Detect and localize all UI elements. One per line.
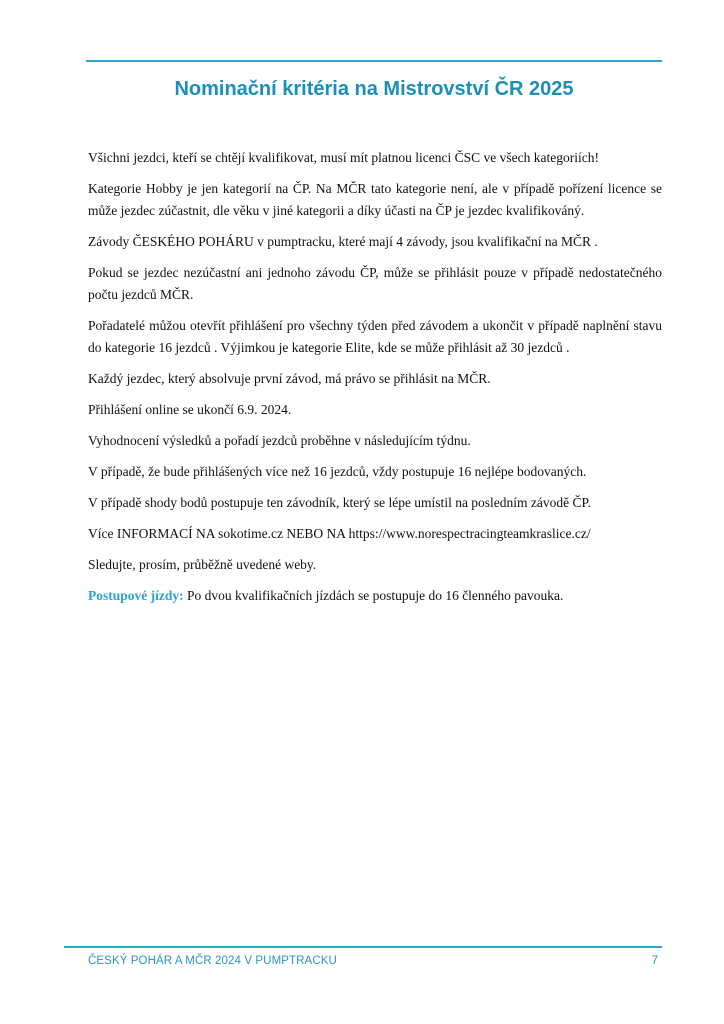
- advancement-lead: Postupové jízdy:: [88, 588, 184, 603]
- paragraph-first-race: Každý jezdec, který absolvuje první závod, má právo se přihlásit na MČR.: [88, 371, 491, 386]
- paragraph-cup-races: Závody ČESKÉHO POHÁRU v pumptracku, které mají 4 závody, jsou kvalifikační na MČR .: [88, 234, 598, 249]
- paragraph-advancement: [88, 585, 662, 607]
- footer-rule: [64, 946, 662, 948]
- page-title: Nominační kritéria na Mistrovství ČR 2025: [174, 78, 574, 100]
- document-body: [88, 147, 662, 616]
- paragraph-follow-websites: Sledujte, prosím, průběžně uvedené weby.: [88, 557, 317, 572]
- paragraph-hobby-category: Kategorie Hobby je jen kategorií na ČP. Na MČR tato kategorie není, ale v případě pořízení licence se může jezdec zúčastnit, dle věku v jiné kategorii a díky účasti na ČP je jezdec kvalifikováný.: [88, 181, 662, 218]
- paragraph-more-info: Více INFORMACÍ NA sokotime.cz NEBO NA https://www.norespectracingteamkraslice.cz/: [88, 526, 591, 541]
- header-rule: [86, 60, 662, 62]
- paragraph-registration-deadline: Přihlášení online se ukončí 6.9. 2024.: [88, 402, 292, 417]
- paragraph-more-riders: V případě, že bude přihlášených více než 16 jezdců, vždy postupuje 16 nejlépe bodovaných.: [88, 464, 587, 479]
- paragraph-license: Všichni jezdci, kteří se chtějí kvalifikovat, musí mít platnou licenci ČSC ve všech kategoriích!: [88, 150, 599, 165]
- paragraph-registration-open: Pořadatelé můžou otevřít přihlášení pro všechny týden před závodem a ukončit v případě naplnění stavu do kategorie 16 jezdců . Výjimkou je kategorie Elite, kde se může přihlásit až 30 jezdců .: [88, 318, 662, 355]
- paragraph-tie-break: V případě shody bodů postupuje ten závodník, který se lépe umístil na posledním závodě ČP.: [88, 495, 591, 510]
- footer-title: ČESKÝ POHÁR A MČR 2024 V PUMPTRACKU: [88, 955, 337, 967]
- paragraph-no-participation: Pokud se jezdec nezúčastní ani jednoho závodu ČP, může se přihlásit pouze v případě nedostatečného počtu jezdců MČR.: [88, 265, 662, 302]
- paragraph-results: Vyhodnocení výsledků a pořadí jezdců proběhne v následujícím týdnu.: [88, 433, 471, 448]
- advancement-text: Po dvou kvalifikačních jízdách se postupuje do 16 členného pavouka.: [183, 588, 564, 603]
- page-number: 7: [651, 955, 658, 967]
